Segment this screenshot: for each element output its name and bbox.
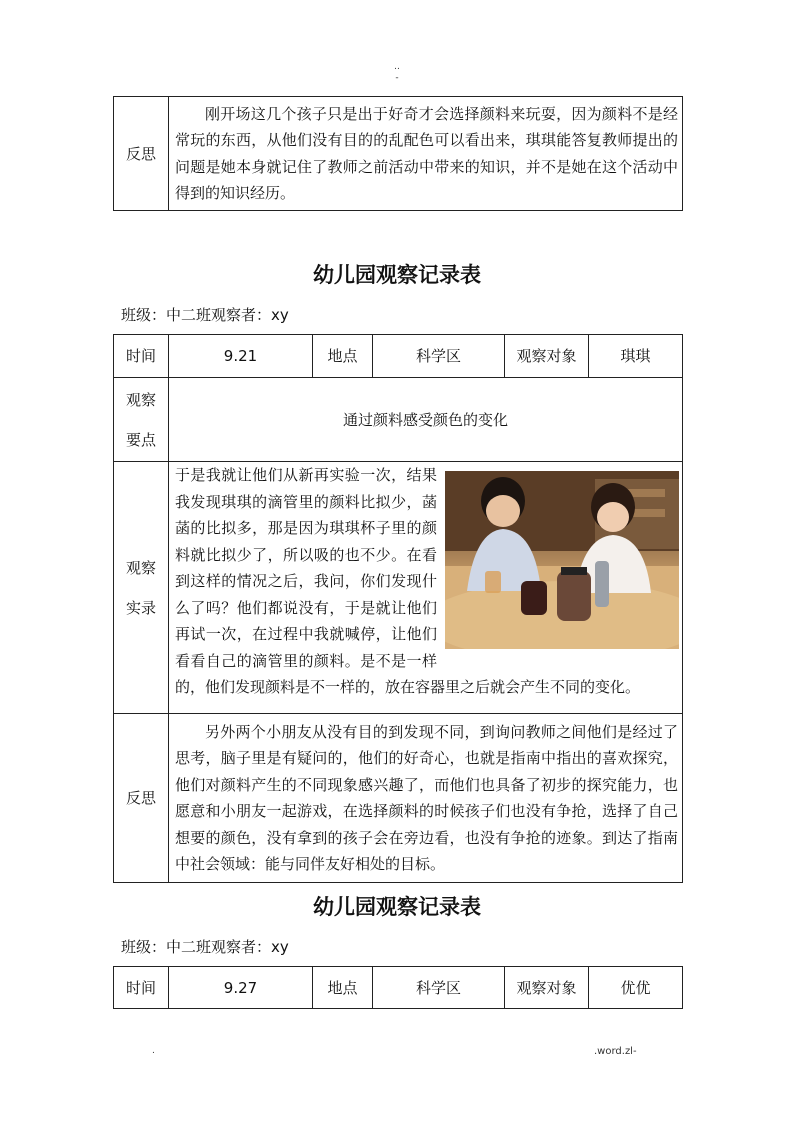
page-footer-left: . [152,1046,155,1056]
record2-title: 幼儿园观察记录表 [313,895,481,919]
top-reflection-text: 刚开场这几个孩子只是出于好奇才会选择颜料来玩耍，因为颜料不是经常玩的东西，从他们没有目的的乱配色可以看出来，琪琪能答复教师提出的问题是她本身就记住了教师之前活动中带来的知识，并不是她在这个活动中得到的知识经历。 [169,97,683,211]
record1-focus-value: 通过颜料感受颜色的变化 [169,378,683,462]
children-experiment-photo-icon [445,471,679,649]
record1-reflection-label: 反思 [114,714,169,883]
record2-table [113,966,683,1009]
record1-record-cell [169,462,683,714]
record1-time-label: 时间 [114,335,169,378]
record1-focus-label-line1: 观察 [125,390,156,409]
record2-place-value: 科学区 [373,967,505,1009]
page-header-mark: .. - [394,62,400,83]
record1-focus-label [114,378,169,462]
record1-title: 幼儿园观察记录表 [313,263,481,287]
record2-place-label: 地点 [313,967,373,1009]
page-footer-right: .word.zl- [594,1046,637,1057]
record1-record-label-line1: 观察 [125,558,156,577]
record1-reflection-text: 另外两个小朋友从没有目的到发现不同，到询问教师之间他们是经过了思考，脑子里是有疑问的，他们的好奇心，也就是指南中指出的喜欢探究，他们对颜料产生的不同现象感兴趣了，而他们也具备了初步的探究能力，也愿意和小朋友一起游戏，在选择颜料的时候孩子们也没有争抢，选择了自己想要的颜色，没有拿到的孩子会在旁边看，也没有争抢的迹象。到达了指南中社会领域：能与同伴友好相处的目标。 [169,714,683,883]
record1-record-label [114,462,169,714]
record1-record-text: 于是我就让他们从新再实验一次，结果我发现琪琪的滴管里的颜料比拟少，菡菡的比拟多，那是因为琪琪杯子里的颜料就比拟少了，所以吸的也不少。在看到这样的情况之后，我问，你们发现什么了吗？他们都说没有，于是就让他们再试一次，在过程中我就喊停，让他们看看自己的滴管里的颜料。是不是一样的，他们发现颜料是不一样的，放在容器里之后就会产生不同的变化。 [175,466,641,696]
record1-time-value: 9.21 [169,335,313,378]
record1-subject-value: 琪琪 [589,335,683,378]
record1-meta: 班级：中二班观察者：xy [121,306,289,324]
record1-subject-label: 观察对象 [505,335,589,378]
record1-table [113,334,683,883]
record2-time-value: 9.27 [169,967,313,1009]
record2-meta: 班级：中二班观察者：xy [121,938,289,956]
record1-place-label: 地点 [313,335,373,378]
record1-focus-label-line2: 要点 [125,430,156,449]
record2-subject-value: 优优 [589,967,683,1009]
top-reflection-label: 反思 [114,97,169,211]
record2-subject-label: 观察对象 [505,967,589,1009]
top-reflection-table [113,96,683,211]
record1-record-label-line2: 实录 [125,598,156,617]
record2-time-label: 时间 [114,967,169,1009]
record1-place-value: 科学区 [373,335,505,378]
